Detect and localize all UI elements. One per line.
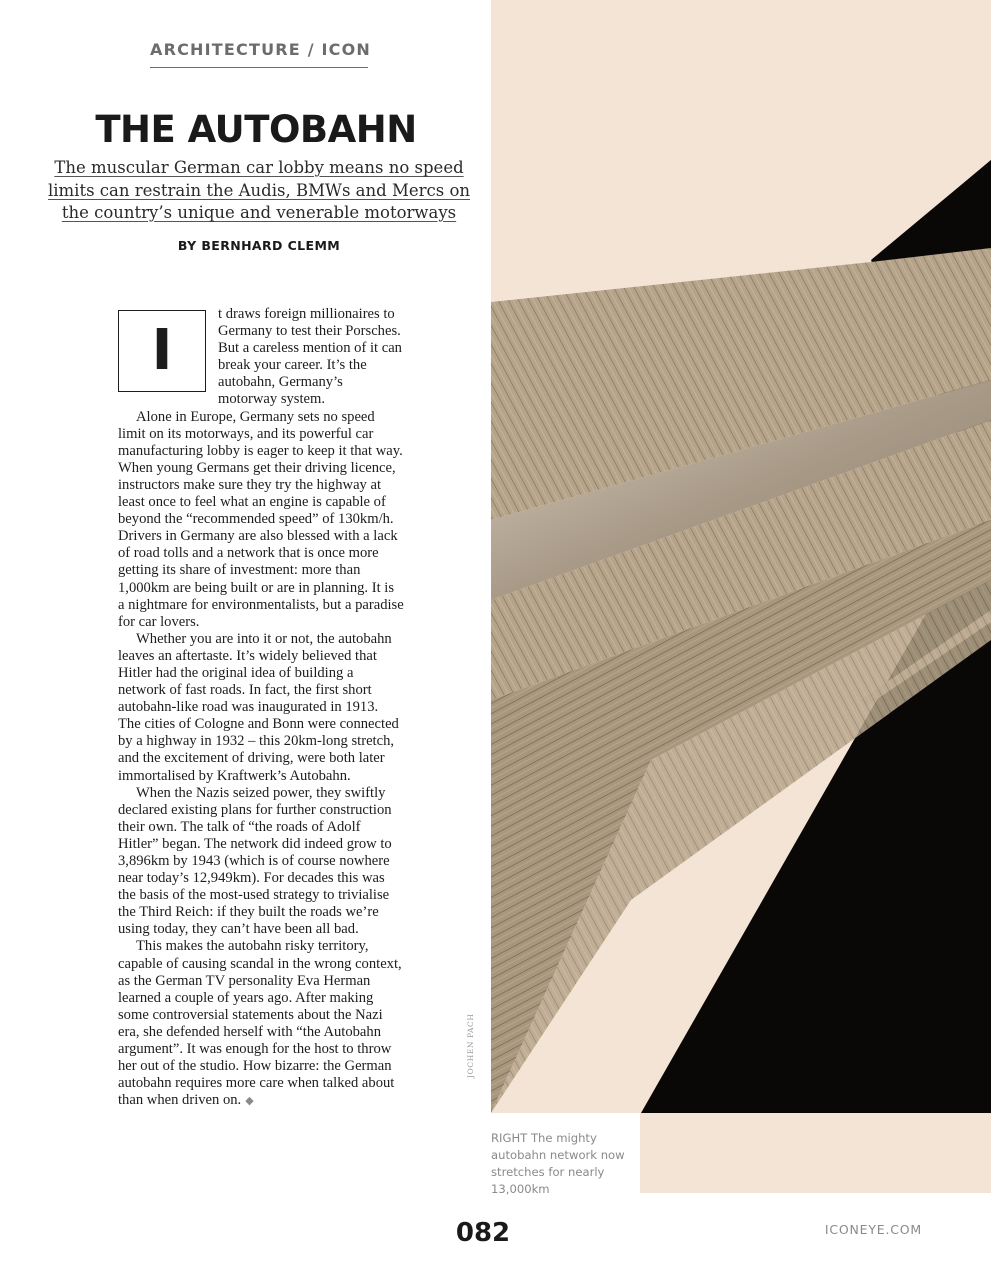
autobahn-photo xyxy=(491,0,991,1193)
paragraph-text: This makes the autobahn risky territory, capable of causing scandal in the wrong context, as the German TV personality Eva Herman learned a couple of years ago. After making some controversial statements about the Nazi era, she defended herself with “the Autobahn argument”. It was enough for the host to throw her out of the studio. How bizarre: the German autobahn requires more care when talked about than when driven on. xyxy=(118,938,402,1109)
byline: BY BERNHARD CLEMM xyxy=(177,238,341,253)
paragraph: Whether you are into it or not, the autobahn leaves an aftertaste. It’s widely believed that Hitler had the original idea of building a network of fast roads. In fact, the first short autobahn-like road was inaugurated in 1913. The cities of Cologne and Bonn were connected by a highway in 1932 – this 20km-long stretch, and the excitement of driving, were both later immortalised by Kraftwerk’s Autobahn. xyxy=(118,630,399,784)
page-number: 082 xyxy=(455,1218,511,1248)
article-body xyxy=(118,306,404,1110)
drop-cap: I xyxy=(118,310,206,392)
paragraph: t draws foreign millionaires to Germany to test their Porsches. But a careless mention of it can break your career. It’s the autobahn, Germany’s motorway system. xyxy=(218,306,402,408)
section-label: ARCHITECTURE / ICON xyxy=(150,40,368,68)
photo-credit: JOCHEN PACH xyxy=(466,1013,475,1078)
paragraph-last xyxy=(118,938,404,1110)
standfirst-text: The muscular German car lobby means no speed limits can restrain the Audis, BMWs and Mercs on the country’s unique and venerable motorways xyxy=(47,158,471,222)
article-title: THE AUTOBAHN xyxy=(95,108,417,151)
paragraph: Alone in Europe, Germany sets no speed limit on its motorways, and its powerful car manufacturing lobby is eager to keep it that way. When young Germans get their driving licence, instructors make sure they try the highway at least once to feel what an engine is capable of beyond the “recommended speed” of 130km/h. Drivers in Germany are also blessed with a lack of road tolls and a network that is once more getting its share of investment: more than 1,000km are being built or are in planning. It is a nightmare for environmentalists, but a paradise for car lovers. xyxy=(118,408,404,630)
paragraph: When the Nazis seized power, they swiftly declared existing plans for further construction their own. The talk of “the roads of Adolf Hitler” began. The network did indeed grow to 3,896km by 1943 (which is of course nowhere near today’s 12,949km). For decades this was the basis of the most-used strategy to trivialise the Third Reich: if they built the roads we’re using today, they can’t have been all bad. xyxy=(118,784,392,938)
site-url: ICONEYE.COM xyxy=(824,1222,922,1237)
photo-caption: RIGHT The mighty autobahn network now stretches for nearly 13,000km xyxy=(491,1131,625,1196)
photo-artwork xyxy=(491,0,991,1193)
end-mark-icon: ◆ xyxy=(245,1095,254,1108)
standfirst xyxy=(40,157,478,225)
